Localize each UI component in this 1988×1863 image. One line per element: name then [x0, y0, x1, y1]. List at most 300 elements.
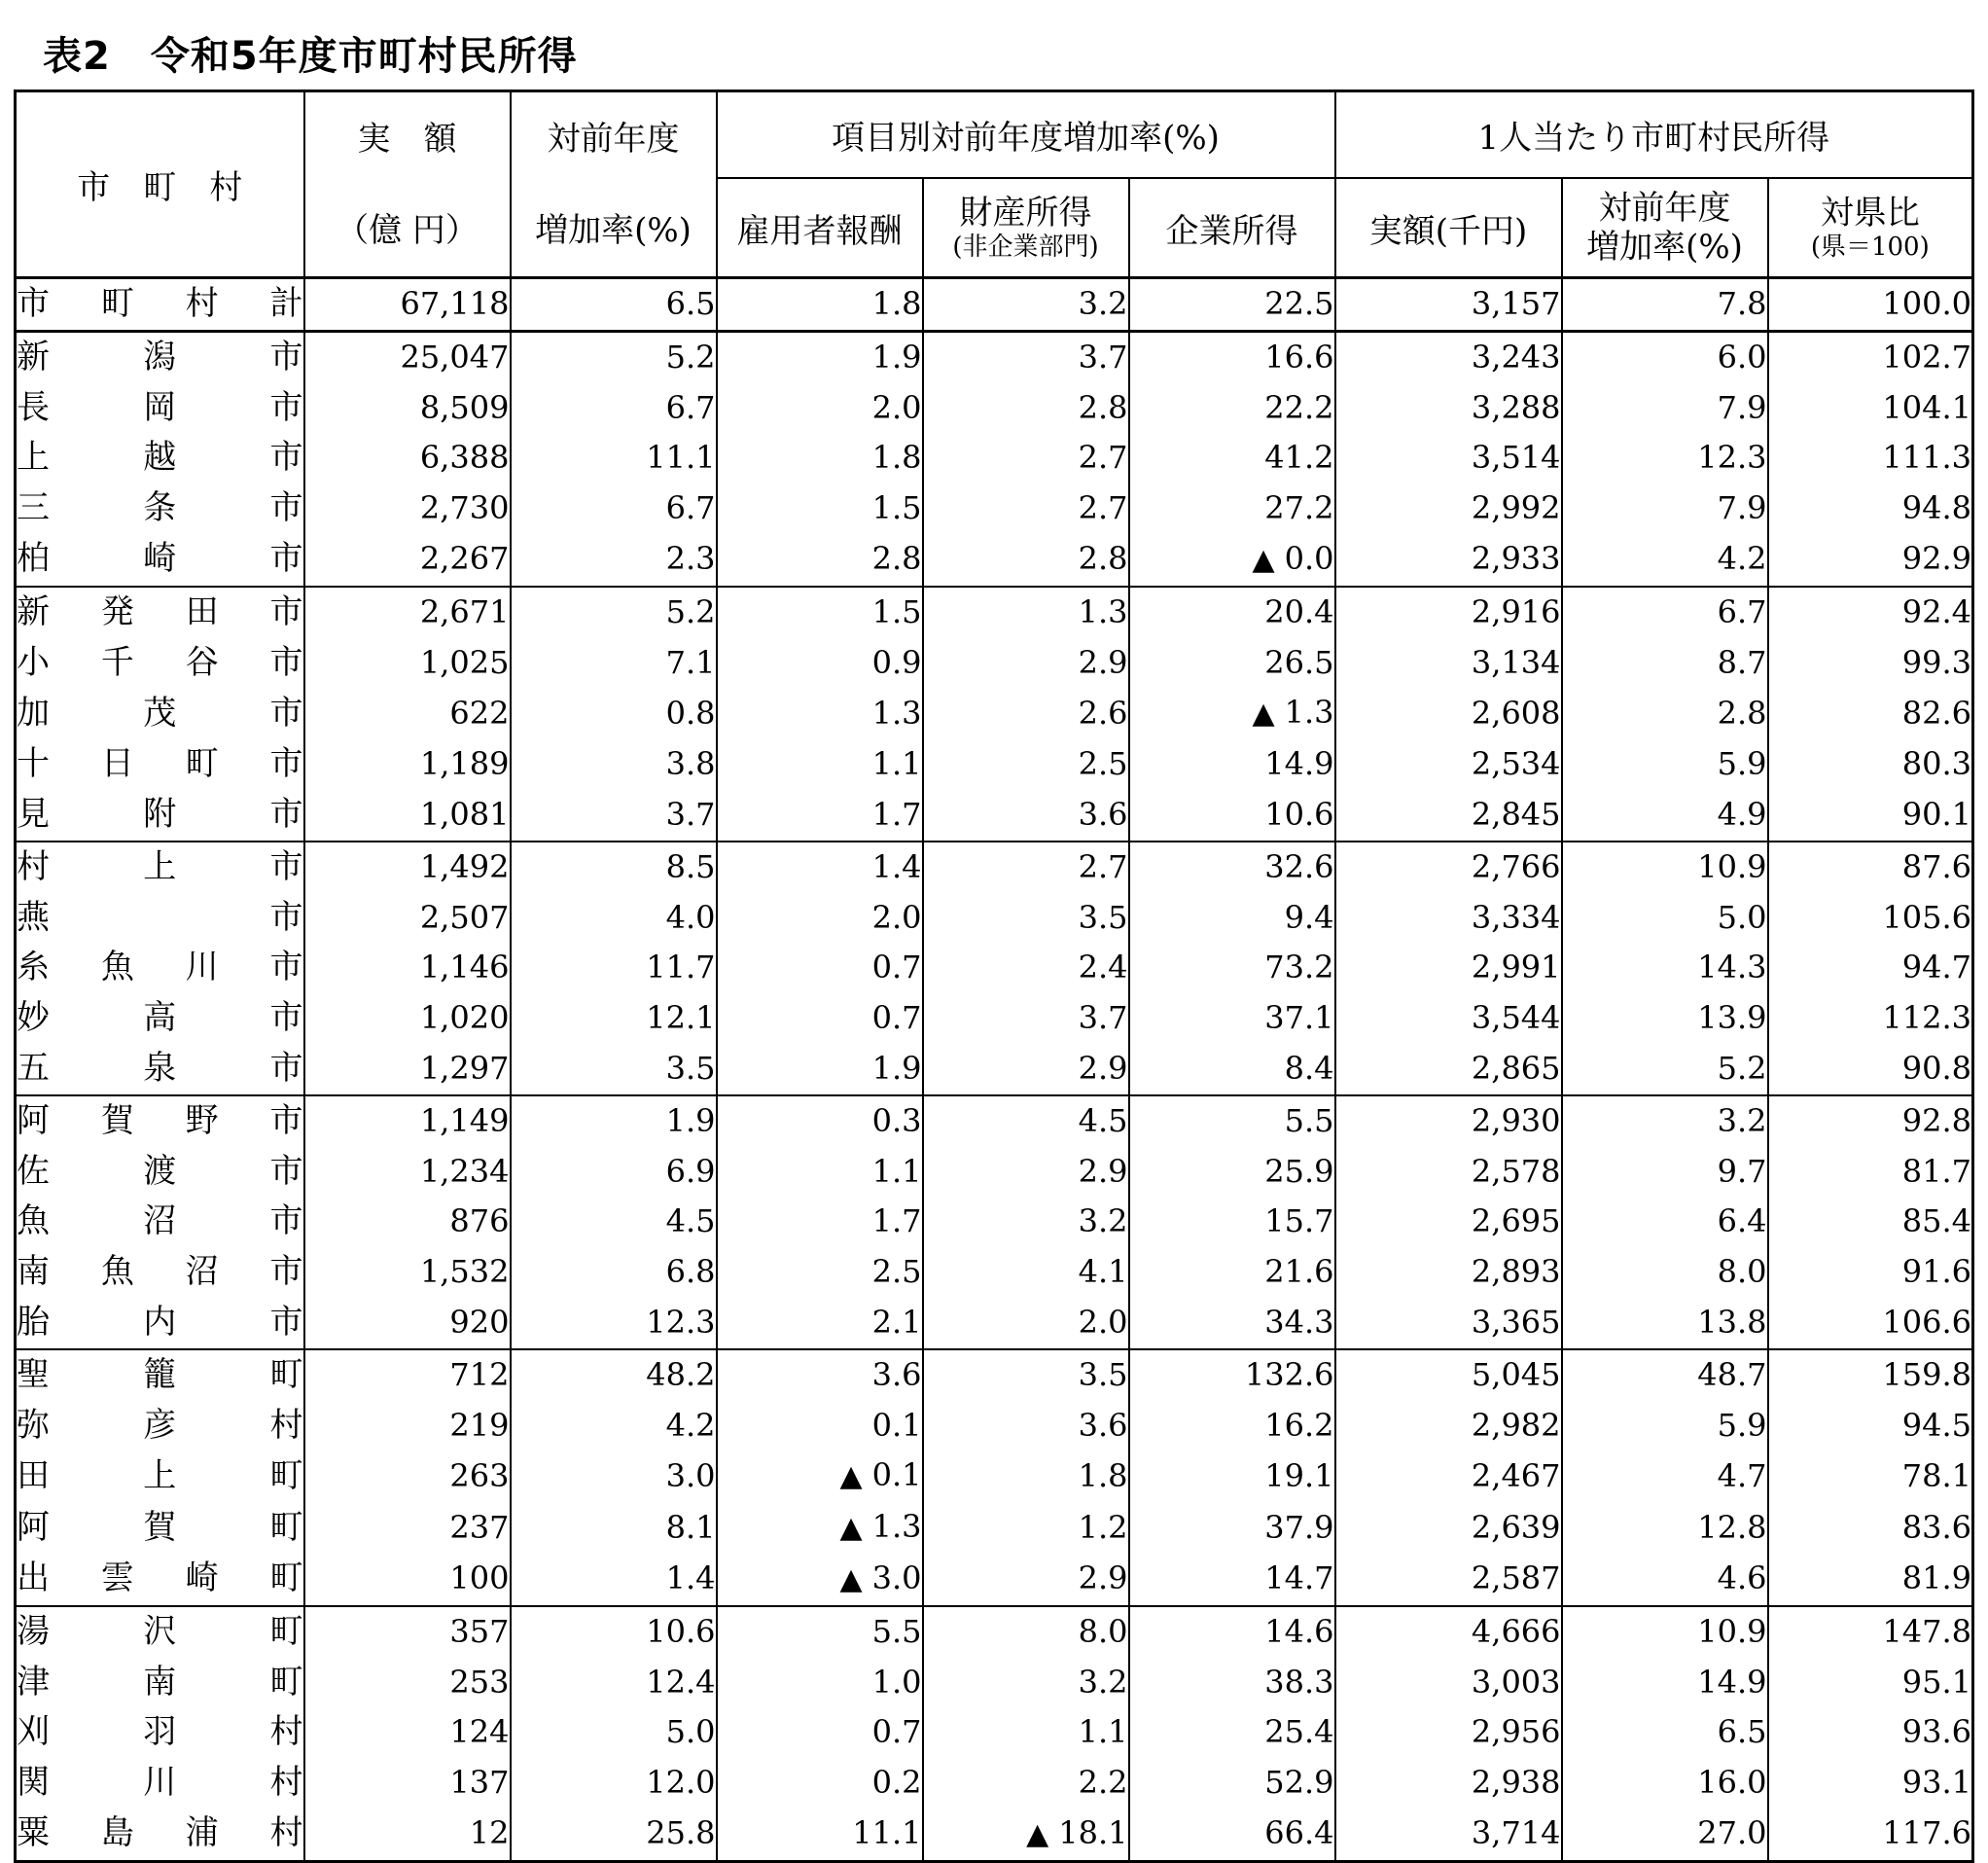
amount-cell: 100: [304, 1554, 511, 1606]
percap-yoy-cell: 16.0: [1562, 1758, 1768, 1809]
employee-cell: 1.7: [717, 790, 923, 842]
municipality-name-text: 市 町 村 計: [17, 284, 303, 323]
employee-cell: 1.5: [717, 587, 923, 638]
amount-cell: 219: [304, 1401, 511, 1451]
percap-yoy-cell: 3.2: [1562, 1095, 1768, 1147]
pref-ratio-cell: 94.5: [1768, 1401, 1973, 1451]
amount-cell: 1,234: [304, 1147, 511, 1198]
corporate-cell: 37.1: [1129, 993, 1335, 1044]
corporate-cell: 66.4: [1129, 1809, 1335, 1861]
amount-cell: 2,730: [304, 484, 511, 534]
yoy-cell: 5.2: [511, 331, 717, 382]
amount-cell: 1,025: [304, 638, 511, 689]
table-row: [16, 1044, 1973, 1095]
yoy-cell: 4.5: [511, 1197, 717, 1247]
municipality-name-text: 阿 賀 町: [17, 1507, 303, 1547]
municipality-name: [16, 1502, 304, 1554]
employee-cell: 1.8: [717, 433, 923, 484]
corporate-cell: ▲ 1.3: [1129, 688, 1335, 739]
table-row: [16, 943, 1973, 993]
municipality-name-text: 魚 沼 市: [17, 1201, 303, 1241]
corporate-cell: 14.9: [1129, 739, 1335, 790]
table-row: [16, 383, 1973, 434]
corporate-cell: 19.1: [1129, 1451, 1335, 1502]
pref-ratio-cell: 93.1: [1768, 1758, 1973, 1809]
municipality-name: [16, 587, 304, 638]
municipality-name-text: 長 岡 市: [17, 387, 303, 427]
amount-cell: 2,267: [304, 534, 511, 587]
percap-amount-cell: 2,845: [1335, 790, 1562, 842]
table-row: [16, 1298, 1973, 1349]
municipality-name-text: 村 上 市: [17, 846, 303, 886]
yoy-cell: 11.7: [511, 943, 717, 993]
yoy-cell: 5.0: [511, 1707, 717, 1758]
corporate-cell: 38.3: [1129, 1658, 1335, 1708]
yoy-cell: 6.7: [511, 383, 717, 434]
header-percap-group: 1人当たり市町村民所得: [1335, 91, 1973, 179]
percap-yoy-cell: 5.2: [1562, 1044, 1768, 1095]
yoy-cell: 6.5: [511, 278, 717, 332]
employee-cell: 1.4: [717, 842, 923, 893]
pref-ratio-cell: 94.8: [1768, 484, 1973, 534]
table-row: [16, 1554, 1973, 1606]
property-cell: 8.0: [923, 1606, 1129, 1658]
corporate-cell: 14.7: [1129, 1554, 1335, 1606]
percap-yoy-cell: 6.0: [1562, 331, 1768, 382]
property-cell: 3.2: [923, 278, 1129, 332]
municipality-name: [16, 1401, 304, 1451]
percap-amount-cell: 2,578: [1335, 1147, 1562, 1198]
percap-amount-cell: 2,916: [1335, 587, 1562, 638]
amount-cell: 1,020: [304, 993, 511, 1044]
amount-cell: 25,047: [304, 331, 511, 382]
table-row: [16, 1349, 1973, 1401]
municipality-name-text: 佐 渡 市: [17, 1151, 303, 1191]
employee-cell: 11.1: [717, 1809, 923, 1861]
percap-amount-cell: 2,992: [1335, 484, 1562, 534]
percap-amount-cell: 3,514: [1335, 433, 1562, 484]
pref-ratio-cell: 95.1: [1768, 1658, 1973, 1708]
table-row: [16, 1809, 1973, 1861]
table-row: [16, 739, 1973, 790]
pref-ratio-cell: 112.3: [1768, 993, 1973, 1044]
yoy-cell: 12.0: [511, 1758, 717, 1809]
employee-cell: 1.9: [717, 331, 923, 382]
amount-cell: 357: [304, 1606, 511, 1658]
employee-cell: 1.7: [717, 1197, 923, 1247]
municipality-name: [16, 1349, 304, 1401]
employee-cell: 0.2: [717, 1758, 923, 1809]
header-property: [923, 178, 1129, 278]
yoy-cell: 6.9: [511, 1147, 717, 1198]
employee-cell: 0.9: [717, 638, 923, 689]
yoy-cell: 3.0: [511, 1451, 717, 1502]
percap-amount-cell: 3,243: [1335, 331, 1562, 382]
yoy-cell: 1.4: [511, 1554, 717, 1606]
percap-amount-cell: 3,003: [1335, 1658, 1562, 1708]
percap-amount-cell: 2,933: [1335, 534, 1562, 587]
total-row: [16, 278, 1973, 332]
property-cell: 2.5: [923, 739, 1129, 790]
yoy-cell: 12.3: [511, 1298, 717, 1349]
pref-ratio-cell: 92.8: [1768, 1095, 1973, 1147]
table-row: [16, 1758, 1973, 1809]
pref-ratio-cell: 105.6: [1768, 893, 1973, 944]
header-percap-amount: 実額(千円): [1335, 178, 1562, 278]
header-property-sub: (非企業部門): [952, 233, 1099, 262]
amount-cell: 1,297: [304, 1044, 511, 1095]
corporate-cell: 37.9: [1129, 1502, 1335, 1554]
property-cell: 2.9: [923, 1147, 1129, 1198]
municipality-name: [16, 484, 304, 534]
pref-ratio-cell: 91.6: [1768, 1247, 1973, 1298]
percap-amount-cell: 3,714: [1335, 1809, 1562, 1861]
pref-ratio-cell: 94.7: [1768, 943, 1973, 993]
employee-cell: 1.0: [717, 1658, 923, 1708]
corporate-cell: 22.2: [1129, 383, 1335, 434]
municipality-name: [16, 278, 304, 332]
municipality-name-text: 五 泉 市: [17, 1048, 303, 1088]
employee-cell: 2.0: [717, 893, 923, 944]
property-cell: 3.6: [923, 790, 1129, 842]
amount-cell: 137: [304, 1758, 511, 1809]
corporate-cell: 21.6: [1129, 1247, 1335, 1298]
percap-yoy-cell: 12.3: [1562, 433, 1768, 484]
header-percap-yoy-top: 対前年度: [1598, 189, 1731, 228]
employee-cell: 3.6: [717, 1349, 923, 1401]
corporate-cell: 25.4: [1129, 1707, 1335, 1758]
table-row: [16, 1502, 1973, 1554]
municipality-name: [16, 433, 304, 484]
corporate-cell: 15.7: [1129, 1197, 1335, 1247]
municipality-name: [16, 1147, 304, 1198]
pref-ratio-cell: 111.3: [1768, 433, 1973, 484]
municipality-name-text: 十 日 町 市: [17, 744, 303, 784]
percap-yoy-cell: 4.9: [1562, 790, 1768, 842]
corporate-cell: 22.5: [1129, 278, 1335, 332]
pref-ratio-cell: 80.3: [1768, 739, 1973, 790]
property-cell: ▲ 18.1: [923, 1809, 1129, 1861]
property-cell: 1.2: [923, 1502, 1129, 1554]
percap-amount-cell: 2,991: [1335, 943, 1562, 993]
employee-cell: ▲ 0.1: [717, 1451, 923, 1502]
table-row: [16, 993, 1973, 1044]
table-row: [16, 1197, 1973, 1247]
yoy-cell: 8.5: [511, 842, 717, 893]
employee-cell: 2.8: [717, 534, 923, 587]
property-cell: 2.7: [923, 842, 1129, 893]
percap-amount-cell: 3,365: [1335, 1298, 1562, 1349]
percap-amount-cell: 3,157: [1335, 278, 1562, 332]
pref-ratio-cell: 87.6: [1768, 842, 1973, 893]
amount-cell: 1,146: [304, 943, 511, 993]
amount-cell: 2,507: [304, 893, 511, 944]
amount-cell: 8,509: [304, 383, 511, 434]
municipality-name-text: 関 川 村: [17, 1763, 303, 1803]
yoy-cell: 11.1: [511, 433, 717, 484]
percap-yoy-cell: 13.9: [1562, 993, 1768, 1044]
corporate-cell: 132.6: [1129, 1349, 1335, 1401]
percap-yoy-cell: 4.6: [1562, 1554, 1768, 1606]
yoy-cell: 0.8: [511, 688, 717, 739]
amount-cell: 12: [304, 1809, 511, 1861]
corporate-cell: 8.4: [1129, 1044, 1335, 1095]
employee-cell: ▲ 1.3: [717, 1502, 923, 1554]
corporate-cell: 73.2: [1129, 943, 1335, 993]
pref-ratio-cell: 90.8: [1768, 1044, 1973, 1095]
property-cell: 2.4: [923, 943, 1129, 993]
header-property-label: 財産所得: [959, 194, 1092, 233]
amount-cell: 1,081: [304, 790, 511, 842]
table-row: [16, 638, 1973, 689]
property-cell: 3.2: [923, 1658, 1129, 1708]
percap-yoy-cell: 9.7: [1562, 1147, 1768, 1198]
percap-yoy-cell: 8.0: [1562, 1247, 1768, 1298]
header-corporate: 企業所得: [1129, 178, 1335, 278]
table-row: [16, 1707, 1973, 1758]
property-cell: 2.9: [923, 638, 1129, 689]
pref-ratio-cell: 106.6: [1768, 1298, 1973, 1349]
municipality-name-text: 刈 羽 村: [17, 1712, 303, 1752]
property-cell: 3.5: [923, 893, 1129, 944]
corporate-cell: 20.4: [1129, 587, 1335, 638]
table-row: [16, 790, 1973, 842]
corporate-cell: 25.9: [1129, 1147, 1335, 1198]
percap-yoy-cell: 14.9: [1562, 1658, 1768, 1708]
municipality-name-text: 出 雲 崎 町: [17, 1558, 303, 1598]
percap-yoy-cell: 4.2: [1562, 534, 1768, 587]
property-cell: 2.7: [923, 433, 1129, 484]
table-row: [16, 1451, 1973, 1502]
corporate-cell: 32.6: [1129, 842, 1335, 893]
yoy-cell: 6.7: [511, 484, 717, 534]
percap-yoy-cell: 48.7: [1562, 1349, 1768, 1401]
header-amount: 実 額: [304, 91, 511, 179]
pref-ratio-cell: 159.8: [1768, 1349, 1973, 1401]
amount-cell: 1,532: [304, 1247, 511, 1298]
table-row: [16, 484, 1973, 534]
percap-amount-cell: 2,534: [1335, 739, 1562, 790]
corporate-cell: 41.2: [1129, 433, 1335, 484]
percap-yoy-cell: 6.5: [1562, 1707, 1768, 1758]
percap-amount-cell: 2,639: [1335, 1502, 1562, 1554]
property-cell: 2.8: [923, 383, 1129, 434]
yoy-cell: 3.7: [511, 790, 717, 842]
municipality-name: [16, 1197, 304, 1247]
yoy-cell: 3.8: [511, 739, 717, 790]
property-cell: 3.7: [923, 331, 1129, 382]
percap-amount-cell: 2,982: [1335, 1401, 1562, 1451]
municipality-name-text: 加 茂 市: [17, 693, 303, 733]
municipality-name: [16, 688, 304, 739]
municipality-name: [16, 1044, 304, 1095]
property-cell: 1.8: [923, 1451, 1129, 1502]
yoy-cell: 12.4: [511, 1658, 717, 1708]
table-row: [16, 433, 1973, 484]
percap-amount-cell: 2,893: [1335, 1247, 1562, 1298]
municipality-name: [16, 1451, 304, 1502]
employee-cell: 1.3: [717, 688, 923, 739]
property-cell: 4.5: [923, 1095, 1129, 1147]
percap-amount-cell: 2,938: [1335, 1758, 1562, 1809]
amount-cell: 124: [304, 1707, 511, 1758]
amount-cell: 6,388: [304, 433, 511, 484]
property-cell: 2.7: [923, 484, 1129, 534]
corporate-cell: 26.5: [1129, 638, 1335, 689]
yoy-cell: 10.6: [511, 1606, 717, 1658]
amount-cell: 1,149: [304, 1095, 511, 1147]
corporate-cell: 14.6: [1129, 1606, 1335, 1658]
municipality-name: [16, 1758, 304, 1809]
income-table: [14, 90, 1974, 1863]
municipality-name-text: 新 潟 市: [17, 337, 303, 376]
percap-yoy-cell: 2.8: [1562, 688, 1768, 739]
amount-cell: 2,671: [304, 587, 511, 638]
municipality-name-text: 小 千 谷 市: [17, 642, 303, 682]
percap-yoy-cell: 4.7: [1562, 1451, 1768, 1502]
percap-yoy-cell: 7.9: [1562, 484, 1768, 534]
municipality-name-text: 見 附 市: [17, 794, 303, 834]
pref-ratio-cell: 100.0: [1768, 278, 1973, 332]
percap-yoy-cell: 8.7: [1562, 638, 1768, 689]
yoy-cell: 5.2: [511, 587, 717, 638]
percap-yoy-cell: 5.0: [1562, 893, 1768, 944]
pref-ratio-cell: 85.4: [1768, 1197, 1973, 1247]
percap-yoy-cell: 27.0: [1562, 1809, 1768, 1861]
page-title: 表2 令和5年度市町村民所得: [43, 34, 578, 79]
header-yoy-rate: 増加率(%): [511, 178, 717, 278]
percap-yoy-cell: 7.8: [1562, 278, 1768, 332]
yoy-cell: 25.8: [511, 1809, 717, 1861]
header-percap-yoy-bottom: 増加率(%): [1586, 228, 1743, 267]
municipality-name-text: 三 条 市: [17, 488, 303, 528]
header-pref-ratio-label: 対県比: [1820, 194, 1920, 233]
percap-yoy-cell: 7.9: [1562, 383, 1768, 434]
pref-ratio-cell: 78.1: [1768, 1451, 1973, 1502]
pref-ratio-cell: 99.3: [1768, 638, 1973, 689]
property-cell: 2.9: [923, 1554, 1129, 1606]
table-row: [16, 688, 1973, 739]
percap-amount-cell: 3,134: [1335, 638, 1562, 689]
amount-cell: 920: [304, 1298, 511, 1349]
yoy-cell: 48.2: [511, 1349, 717, 1401]
municipality-name-text: 南 魚 沼 市: [17, 1252, 303, 1292]
percap-amount-cell: 2,695: [1335, 1197, 1562, 1247]
municipality-name-text: 胎 内 市: [17, 1302, 303, 1342]
yoy-cell: 7.1: [511, 638, 717, 689]
employee-cell: 5.5: [717, 1606, 923, 1658]
corporate-cell: 27.2: [1129, 484, 1335, 534]
percap-amount-cell: 2,766: [1335, 842, 1562, 893]
municipality-name-text: 燕 市: [17, 897, 303, 937]
employee-cell: 1.8: [717, 278, 923, 332]
employee-cell: ▲ 3.0: [717, 1554, 923, 1606]
employee-cell: 0.1: [717, 1401, 923, 1451]
employee-cell: 0.7: [717, 943, 923, 993]
percap-amount-cell: 3,288: [1335, 383, 1562, 434]
municipality-name: [16, 638, 304, 689]
table-row: [16, 1606, 1973, 1658]
table-row: [16, 893, 1973, 944]
corporate-cell: 16.6: [1129, 331, 1335, 382]
header-percap-yoy: [1562, 178, 1768, 278]
municipality-name-text: 湯 沢 町: [17, 1611, 303, 1651]
yoy-cell: 4.0: [511, 893, 717, 944]
header-items-group: 項目別対前年度増加率(%): [717, 91, 1335, 179]
amount-cell: 712: [304, 1349, 511, 1401]
amount-cell: 1,492: [304, 842, 511, 893]
amount-cell: 1,189: [304, 739, 511, 790]
municipality-name-text: 津 南 町: [17, 1662, 303, 1702]
municipality-name-text: 粟 島 浦 村: [17, 1813, 303, 1853]
municipality-name-text: 弥 彦 村: [17, 1405, 303, 1445]
table-row: [16, 331, 1973, 382]
corporate-cell: 5.5: [1129, 1095, 1335, 1147]
percap-yoy-cell: 14.3: [1562, 943, 1768, 993]
property-cell: 2.2: [923, 1758, 1129, 1809]
property-cell: 2.0: [923, 1298, 1129, 1349]
municipality-name-text: 阿 賀 野 市: [17, 1100, 303, 1140]
municipality-name: [16, 534, 304, 587]
percap-yoy-cell: 5.9: [1562, 1401, 1768, 1451]
corporate-cell: 52.9: [1129, 1758, 1335, 1809]
amount-cell: 253: [304, 1658, 511, 1708]
employee-cell: 1.5: [717, 484, 923, 534]
municipality-name: [16, 790, 304, 842]
percap-amount-cell: 3,334: [1335, 893, 1562, 944]
amount-cell: 876: [304, 1197, 511, 1247]
yoy-cell: 6.8: [511, 1247, 717, 1298]
pref-ratio-cell: 93.6: [1768, 1707, 1973, 1758]
table-row: [16, 587, 1973, 638]
employee-cell: 2.1: [717, 1298, 923, 1349]
pref-ratio-cell: 82.6: [1768, 688, 1973, 739]
employee-cell: 0.7: [717, 1707, 923, 1758]
employee-cell: 1.1: [717, 1147, 923, 1198]
pref-ratio-cell: 102.7: [1768, 331, 1973, 382]
municipality-name: [16, 1554, 304, 1606]
municipality-name-text: 糸 魚 川 市: [17, 948, 303, 987]
percap-amount-cell: 5,045: [1335, 1349, 1562, 1401]
municipality-name: [16, 842, 304, 893]
amount-cell: 67,118: [304, 278, 511, 332]
municipality-name: [16, 1809, 304, 1861]
employee-cell: 2.5: [717, 1247, 923, 1298]
yoy-cell: 2.3: [511, 534, 717, 587]
percap-yoy-cell: 10.9: [1562, 1606, 1768, 1658]
amount-cell: 263: [304, 1451, 511, 1502]
property-cell: 2.9: [923, 1044, 1129, 1095]
percap-amount-cell: 2,587: [1335, 1554, 1562, 1606]
table-row: [16, 1095, 1973, 1147]
municipality-name: [16, 1095, 304, 1147]
corporate-cell: 34.3: [1129, 1298, 1335, 1349]
header-yoy: 対前年度: [511, 91, 717, 179]
municipality-name-text: 聖 籠 町: [17, 1354, 303, 1394]
percap-amount-cell: 3,544: [1335, 993, 1562, 1044]
pref-ratio-cell: 147.8: [1768, 1606, 1973, 1658]
corporate-cell: 9.4: [1129, 893, 1335, 944]
amount-cell: 622: [304, 688, 511, 739]
header-employee: 雇用者報酬: [717, 178, 923, 278]
pref-ratio-cell: 92.9: [1768, 534, 1973, 587]
municipality-name-text: 田 上 町: [17, 1455, 303, 1495]
percap-yoy-cell: 13.8: [1562, 1298, 1768, 1349]
property-cell: 1.3: [923, 587, 1129, 638]
property-cell: 3.5: [923, 1349, 1129, 1401]
percap-amount-cell: 2,956: [1335, 1707, 1562, 1758]
yoy-cell: 4.2: [511, 1401, 717, 1451]
